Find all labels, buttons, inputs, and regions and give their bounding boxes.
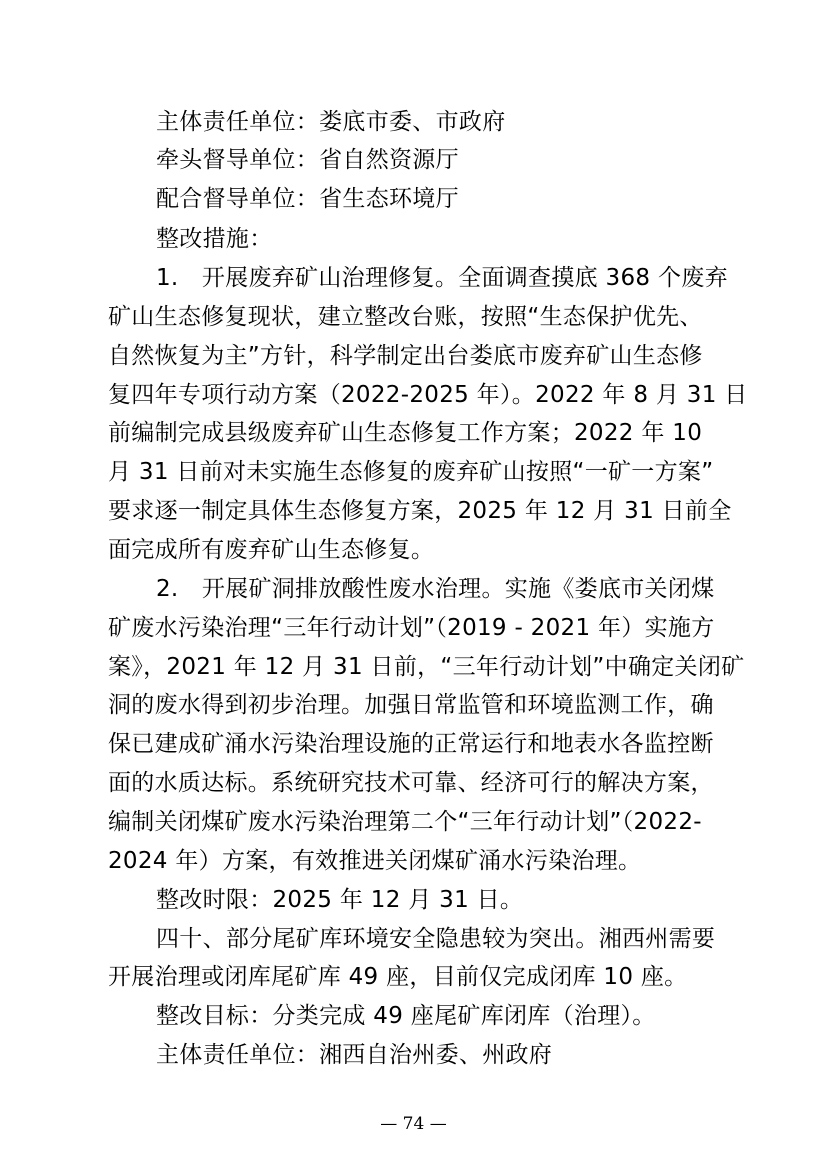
responsible-unit-line: 主体责任单位：湘西自治州委、州政府	[156, 1042, 553, 1068]
paragraph-line: 保已建成矿涌水污染治理设施的正常运行和地表水各监控断	[108, 731, 714, 757]
rectification-goal-line: 整改目标：分类完成 49 座尾矿库闭库（治理）。	[156, 1003, 656, 1029]
deadline-line: 整改时限：2025 年 12 月 31 日。	[156, 887, 524, 913]
paragraph-line: 开展治理或闭库尾矿库 49 座，目前仅完成闭库 10 座。	[108, 964, 688, 990]
paragraph-line: 前编制完成县级废弃矿山生态修复工作方案；2022 年 10	[108, 420, 703, 446]
section-forty-line: 四十、部分尾矿库环境安全隐患较为突出。湘西州需要	[156, 926, 716, 952]
rectification-measures-heading: 整改措施：	[156, 226, 273, 252]
page-number: — 74 —	[380, 1114, 447, 1134]
paragraph-line: 编制关闭煤矿废水污染治理第二个“三年行动计划”（2022-	[108, 809, 702, 835]
responsible-unit-line: 主体责任单位：娄底市委、市政府	[156, 109, 506, 135]
paragraph-line: 案》，2021 年 12 月 31 日前，“三年行动计划”中确定关闭矿	[108, 654, 745, 680]
lead-supervisor-line: 牵头督导单位：省自然资源厅	[156, 147, 459, 173]
cooperating-supervisor-line: 配合督导单位：省生态环境厅	[156, 186, 459, 212]
paragraph-line: 面的水质达标。系统研究技术可靠、经济可行的解决方案，	[108, 770, 714, 796]
paragraph-line: 矿废水污染治理“三年行动计划”（2019 - 2021 年）实施方	[108, 615, 715, 641]
paragraph-line: 面完成所有废弃矿山生态修复。	[108, 537, 435, 563]
paragraph-line: 复四年专项行动方案（2022-2025 年）。2022 年 8 月 31 日	[108, 382, 748, 408]
paragraph-line: 自然恢复为主”方针，科学制定出台娄底市废弃矿山生态修	[108, 343, 703, 369]
paragraph-line: 1. 开展废弃矿山治理修复。全面调查摸底 368 个废弃	[156, 265, 728, 291]
paragraph-line: 洞的废水得到初步治理。加强日常监管和环境监测工作，确	[108, 692, 714, 718]
paragraph-line: 2. 开展矿洞排放酸性废水治理。实施《娄底市关闭煤	[156, 576, 715, 602]
paragraph-line: 要求逐一制定具体生态修复方案，2025 年 12 月 31 日前全	[108, 498, 732, 524]
paragraph-line: 2024 年）方案，有效推进关闭煤矿涌水污染治理。	[108, 848, 642, 874]
paragraph-line: 月 31 日前对未实施生态修复的废弃矿山按照“一矿一方案”	[108, 459, 714, 485]
paragraph-line: 矿山生态修复现状，建立整改台账，按照“生态保护优先、	[108, 304, 703, 330]
